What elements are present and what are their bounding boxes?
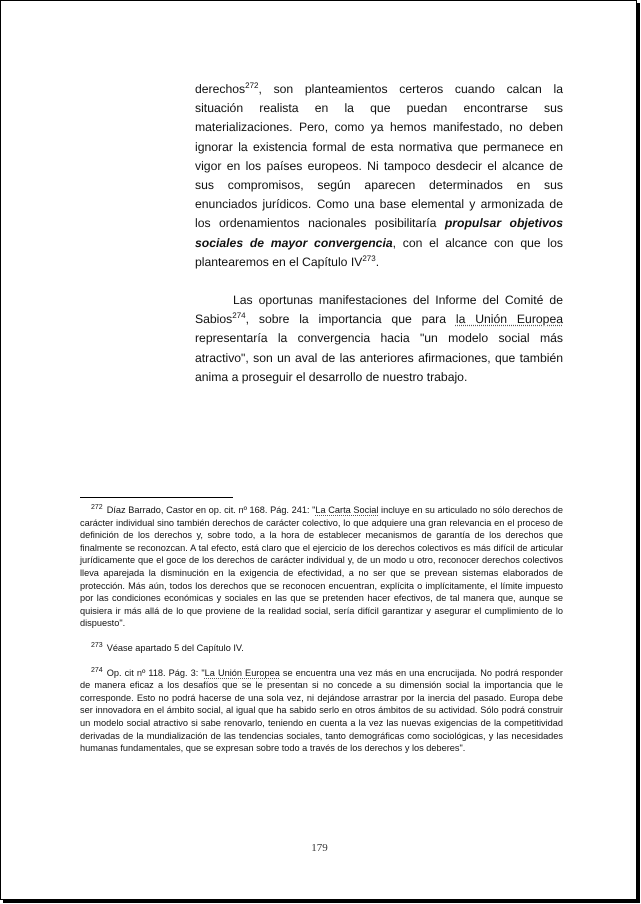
paragraph-1-text: .: [375, 254, 380, 269]
page-number: 179: [311, 842, 328, 854]
footnote-273: [80, 642, 563, 655]
footnote-number: 272: [91, 504, 103, 511]
footnotes: [80, 504, 563, 755]
paragraph-1-text: , con el alcance con que los plantearemos en el Capítulo IV: [195, 235, 563, 269]
footnote-274: [80, 667, 563, 755]
paragraph-1: [195, 80, 563, 272]
paragraph-2-text: representaría la convergencia hacia "un modelo social más atractivo", son un aval de las anteriores afirmaciones, que también anima a proseguir el desarrollo de nuestro trabajo.: [195, 331, 563, 384]
footnote-text: incluye en su articulado no sólo derechos de carácter individual sino también derechos de carácter colectivo, lo que adquiere una gran relevancia en el proceso de definición de los derechos y, sobre todo, a la hora de establecer mecanismos de garantía de los derechos que finalmente se reconozcan. A tal efecto, está claro que el ejercicio de los derechos colectivos es más difícil de articular jurídicamente que el goce de los derechos de carácter individual y, de un modo u otro, reconocer derechos colectivos lleva aparejada la disminución en la exigencia de efectividad, a no ser que se prevean sistemas elaborados de protección. Más aún, todos los derechos que se reconocen encuentran, explícita o implícitamente, el límite impuesto por las condiciones económicas y sociales en las que se pretenden hacer efectivos, de tal manera que, aunque se quisiera ir más allá de lo que proviene de la realidad social, sería difícil garantizar y asegurar el cumplimiento de lo dispuesto".: [80, 505, 563, 629]
paragraph-1-text: derechos: [195, 82, 246, 96]
paragraph-2-text: , sobre la importancia que para: [245, 312, 456, 327]
paragraph-2: [195, 291, 563, 387]
footnote-separator: [80, 497, 233, 498]
footnote-ref-273[interactable]: 273: [362, 253, 376, 263]
footnote-text: Op. cit nº 118. Pág. 3: ": [106, 667, 205, 678]
footnote-number: 274: [91, 666, 103, 674]
paragraph-1-text: , son planteamientos certeros cuando calcan la situación realista en la que puedan encontrarse sus materializaciones. Pero, como ya hemos manifestado, no deben ignorar la existencia formal de esta normativa que permanece en vigor en los países europeos. Ni tampoco desdecir el alcance de sus compromisos, según aparecen determinados en sus enunciados jurídicos. Como una base elemental y armonizada de los ordenamientos nacionales posibilitaría: [195, 82, 563, 231]
main-text: [195, 80, 563, 387]
footnote-text: Díaz Barrado, Castor en op. cit. nº 168. Pág. 241: ": [106, 505, 316, 515]
footnote-ref-274[interactable]: 274: [232, 311, 246, 321]
footnote-number: 273: [91, 641, 103, 649]
underlined-term: La Unión Europea: [204, 667, 280, 678]
underlined-term: la Unión Europea: [455, 312, 563, 327]
underlined-term: La Carta Social: [315, 505, 379, 515]
footnote-272: [80, 504, 563, 630]
footnote-ref-272[interactable]: 272: [245, 81, 259, 90]
footnote-text: se encuentra una vez más en una encrucijada. No podrá responder de manera eficaz a los desafíos que se le presentan si no concede a su dimensión social la importancia que le corresponde. Esto no podrá hacerse de una sola vez, ni dejándose arrastrar por la inercia del pasado. Europa debe ser innovadora en el ámbito social, al igual que ha sabido serlo en otros ámbitos de su actividad. Sólo podrá construir un modelo social atractivo si sabe renovarlo, teniendo en cuenta a la vez las nuevas exigencias de la competitividad derivadas de la mundialización de las tendencias sociales, tanto demográficas como sociológicas, y las necesidades humanas fundamentales, que se expresan sobre todo a través de los derechos y los deberes".: [80, 667, 563, 754]
paragraph-2-text: Las oportunas manifestaciones del Informe del Comité de Sabios: [195, 293, 563, 327]
footnote-text: Véase apartado 5 del Capítulo IV.: [106, 642, 244, 653]
emphasized-text: propulsar objetivos sociales de mayor convergencia: [195, 216, 563, 250]
